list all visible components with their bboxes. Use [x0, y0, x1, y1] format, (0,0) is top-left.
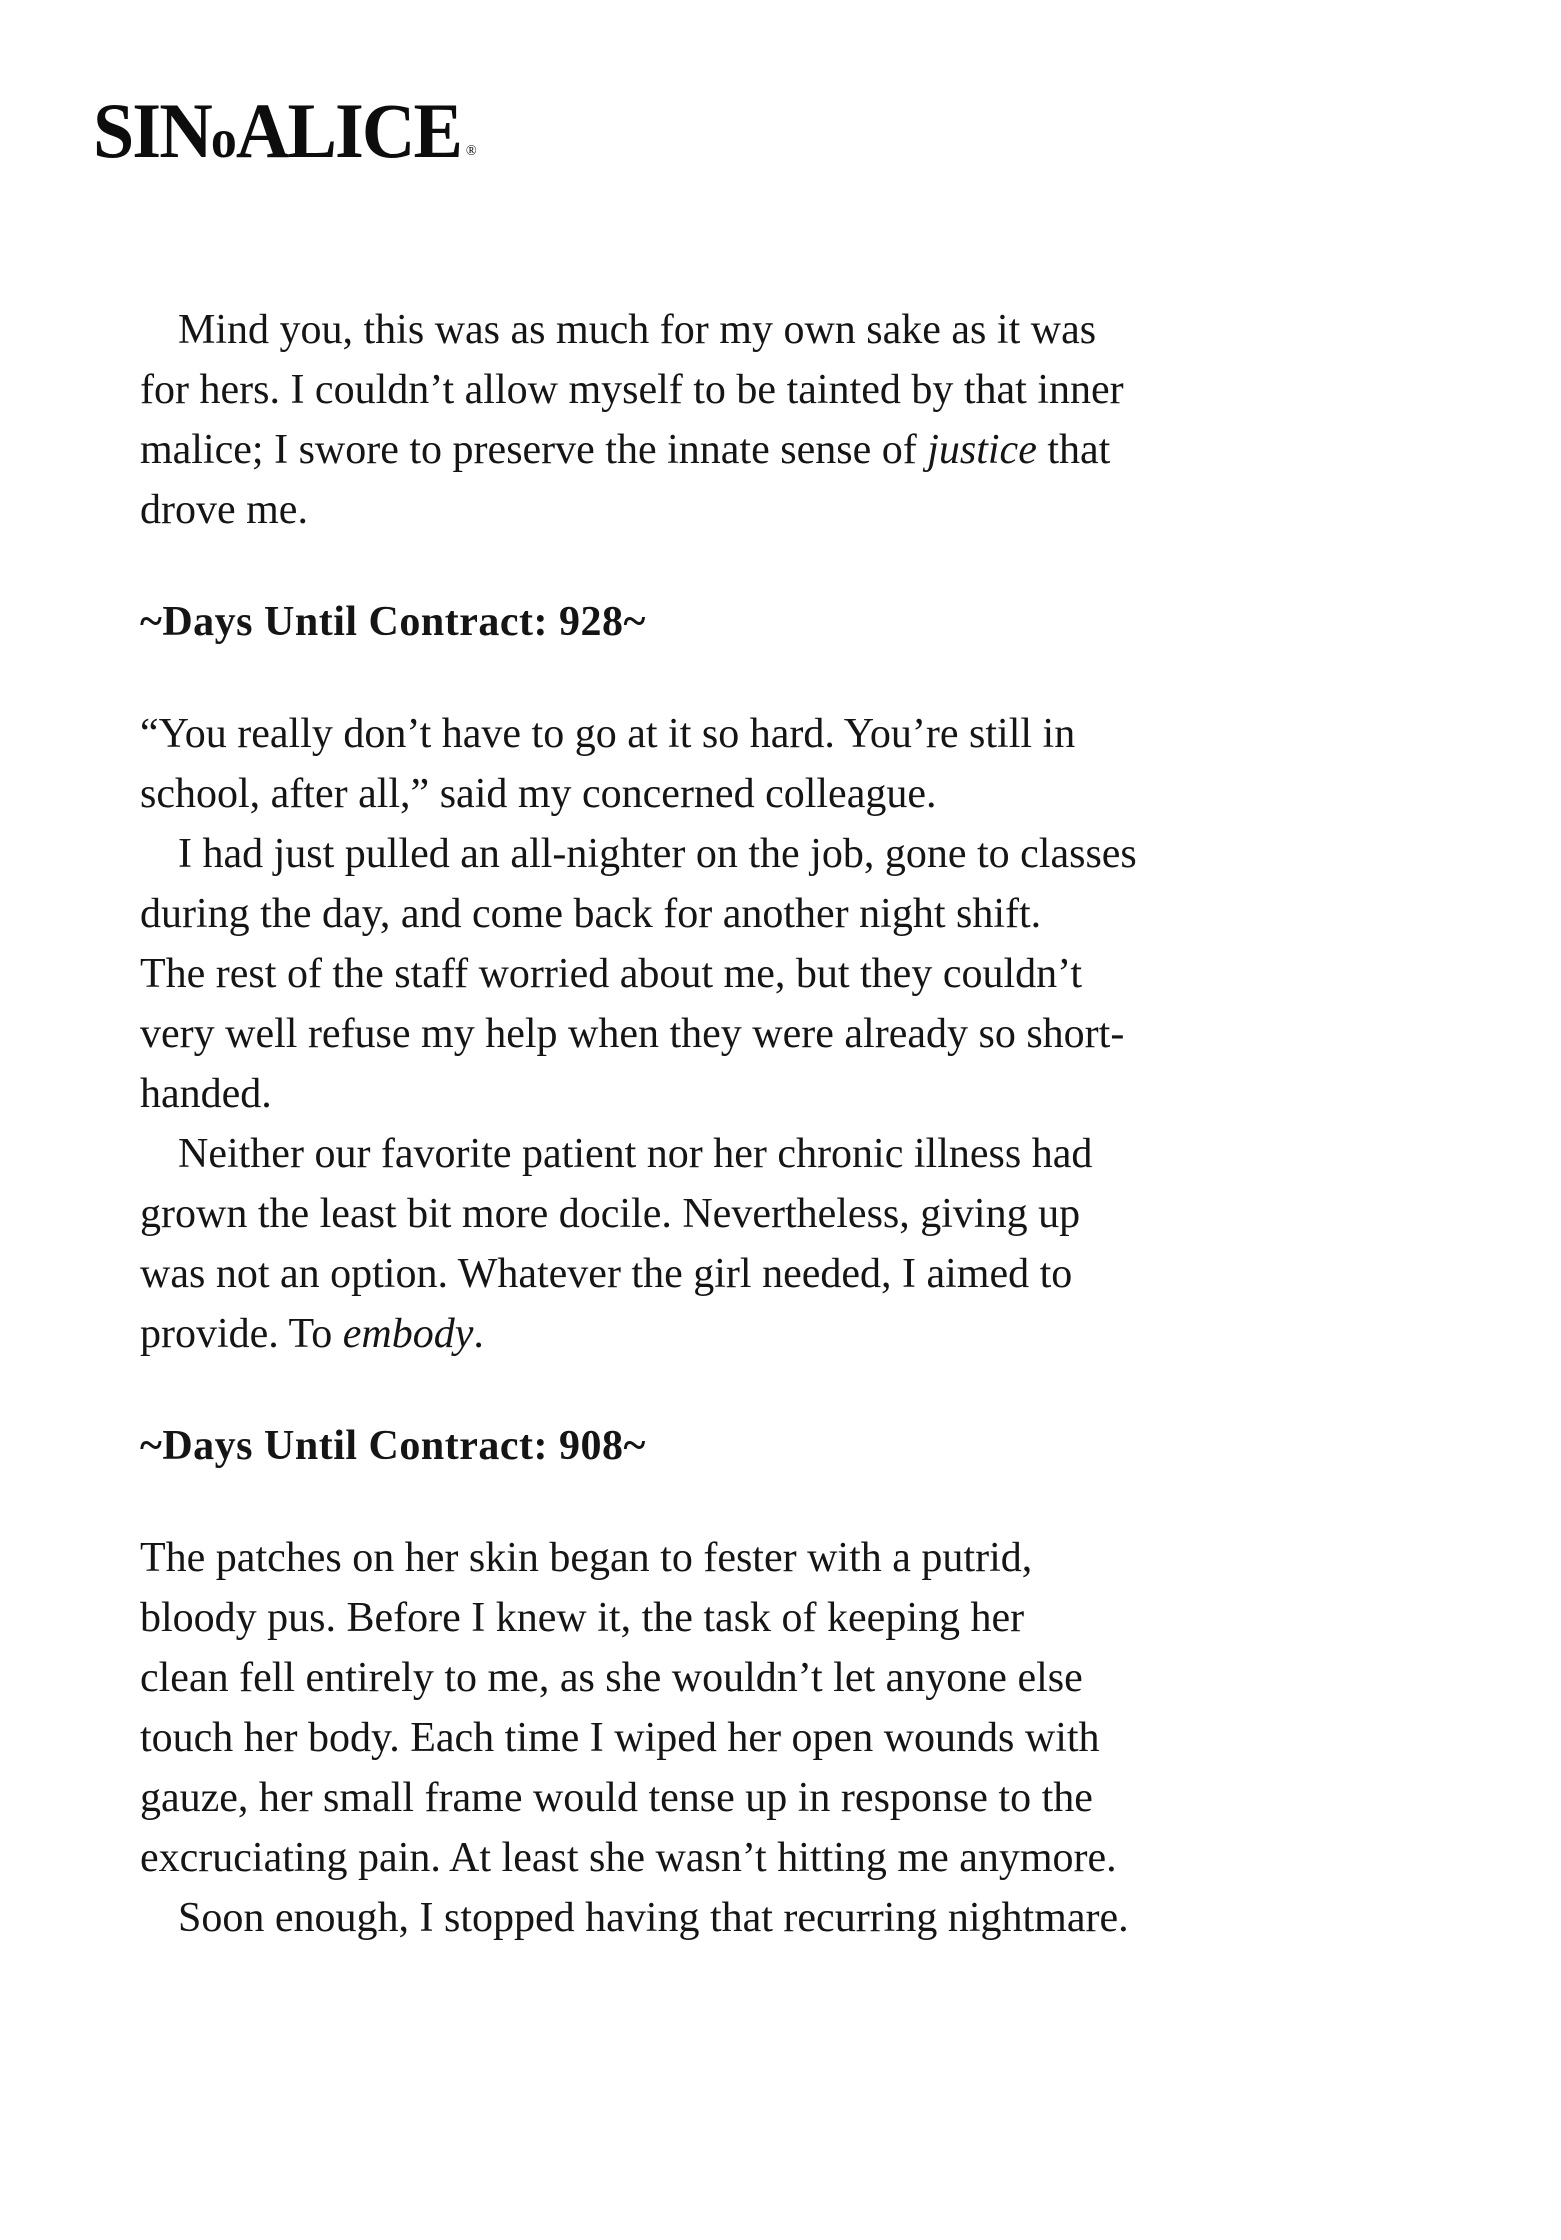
logo-text-sin: SIN — [93, 87, 211, 174]
text-line — [140, 1888, 1129, 1948]
logo-text-alice: ALICE — [235, 87, 462, 174]
text-line — [140, 360, 1124, 420]
text-line — [140, 1064, 1100, 1124]
text-segment: drove me. — [140, 487, 308, 533]
text-segment: Neither our favorite patient nor her chronic illness had — [178, 1131, 1093, 1177]
text-line — [140, 480, 1100, 540]
text-line — [140, 704, 1100, 764]
text-line — [140, 1528, 1100, 1588]
text-line — [140, 824, 1137, 884]
text-line — [140, 1124, 1100, 1184]
text-segment: bloody pus. Before I knew it, the task of keeping her — [140, 1595, 1025, 1641]
text-line — [140, 764, 1100, 824]
text-segment: Mind you, this was as much for my own sake as it was — [178, 307, 1097, 353]
text-segment: for hers. I couldn’t allow myself to be tainted by that inner — [140, 367, 1124, 413]
text-segment: gauze, her small frame would tense up in response to the — [140, 1775, 1093, 1821]
text-segment: provide. To — [140, 1311, 343, 1357]
text-line — [140, 884, 1100, 944]
paragraph — [140, 704, 1137, 1364]
paragraph — [140, 1528, 1129, 1948]
text-line — [140, 1304, 1100, 1364]
text-line — [140, 1648, 1100, 1708]
text-line — [140, 1768, 1100, 1828]
text-segment: school, after all,” said my concerned colleague. — [140, 771, 937, 817]
text-line — [140, 1708, 1100, 1768]
text-segment: clean fell entirely to me, as she wouldn’t let anyone else — [140, 1655, 1083, 1701]
text-line — [140, 1588, 1100, 1648]
text-segment: malice; I swore to preserve the innate sense of — [140, 427, 928, 473]
text-line — [140, 1004, 1125, 1064]
text-segment: was not an option. Whatever the girl needed, I aimed to — [140, 1251, 1073, 1297]
text-segment: I had just pulled an all-nighter on the job, gone to classes — [178, 831, 1137, 877]
text-segment: that — [1036, 427, 1111, 473]
logo-text-small-o: o — [210, 108, 236, 169]
text-line — [140, 1184, 1100, 1244]
text-segment: The rest of the staff worried about me, but they couldn’t — [140, 951, 1083, 997]
registered-mark: ® — [465, 143, 477, 159]
text-segment: grown the least bit more docile. Nevertheless, giving up — [140, 1191, 1081, 1237]
text-line — [140, 300, 1100, 360]
paragraph — [140, 300, 1124, 540]
sinoalice-logo — [93, 86, 477, 176]
text-segment: very well refuse my help when they were already so short- — [140, 1011, 1125, 1057]
italic-text: justice — [927, 427, 1037, 473]
text-line — [140, 1244, 1100, 1304]
text-segment: touch her body. Each time I wiped her open wounds with — [140, 1715, 1100, 1761]
text-segment: Soon enough, I stopped having that recurring nightmare. — [178, 1895, 1129, 1941]
text-line — [140, 420, 1111, 480]
text-segment: during the day, and come back for another night shift. — [140, 891, 1042, 937]
text-segment: excruciating pain. At least she wasn’t hitting me anymore. — [140, 1835, 1117, 1881]
text-line — [140, 944, 1100, 1004]
section-heading: ~Days Until Contract: 928~ — [140, 599, 646, 645]
text-segment: The patches on her skin began to fester with a putrid, — [140, 1535, 1033, 1581]
text-segment: . — [473, 1311, 484, 1357]
text-segment: “You really don’t have to go at it so hard. You’re still in — [140, 711, 1076, 757]
text-segment: handed. — [140, 1071, 272, 1117]
page-text — [140, 300, 1137, 1948]
section-heading: ~Days Until Contract: 908~ — [140, 1423, 646, 1469]
text-line — [140, 1828, 1117, 1888]
italic-text: embody — [342, 1311, 474, 1357]
